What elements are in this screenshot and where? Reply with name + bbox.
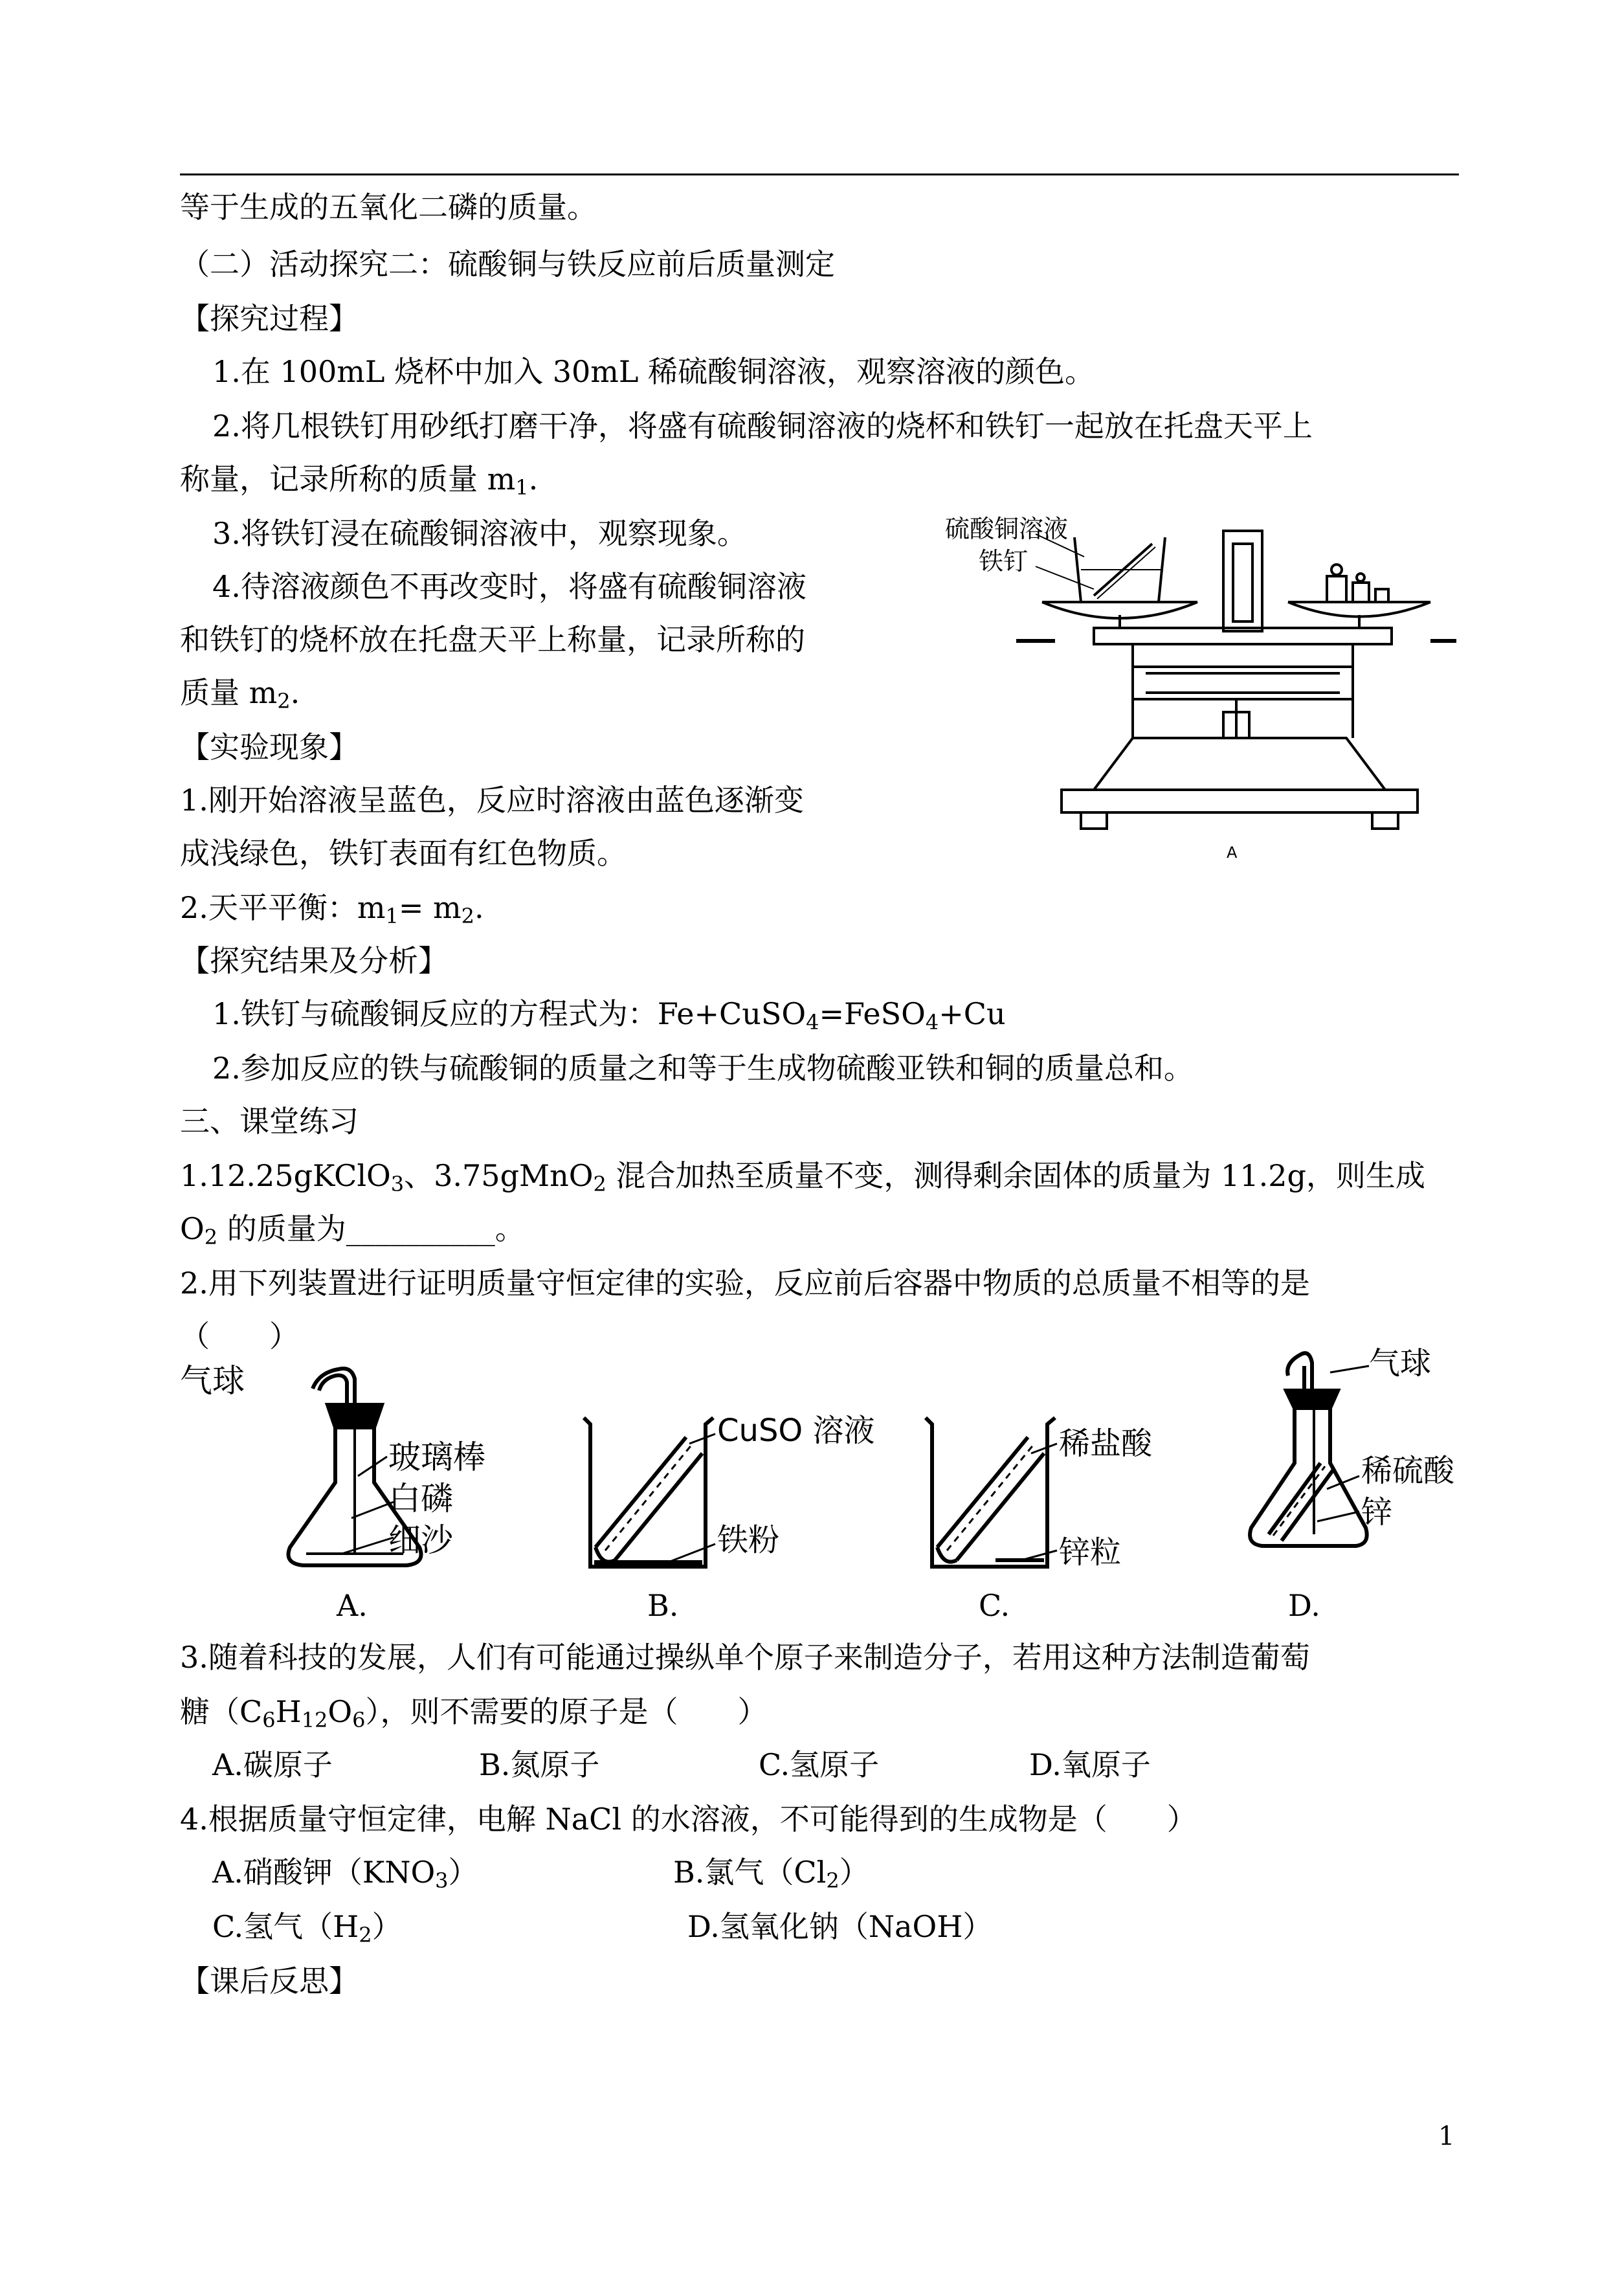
- figure-caption: A: [1227, 844, 1238, 862]
- text-line: 2.天平平衡：m1= m2.: [180, 890, 484, 928]
- text-line: 称量，记录所称的质量 m1.: [180, 462, 539, 500]
- label-balloon: 气球: [180, 1362, 245, 1400]
- page-number: 1: [1438, 2121, 1455, 2151]
- text-line: 1.刚开始溶液呈蓝色，反应时溶液由蓝色逐渐变: [180, 783, 804, 818]
- option-a: A.碳原子: [212, 1747, 333, 1782]
- label-fine-sand: 细沙: [388, 1521, 453, 1559]
- option-c: C.氢原子: [759, 1747, 880, 1782]
- option-b: B.氯气（Cl2）: [673, 1855, 869, 1893]
- section-heading: （二）活动探究二：硫酸铜与铁反应前后质量测定: [180, 247, 835, 282]
- label-balloon-d: 气球: [1369, 1345, 1432, 1381]
- question-1: 1.12.25gKClO3、3.75gMnO2 混合加热至质量不变，测得剩余固体的质量为 11.2g，则生成: [180, 1158, 1425, 1196]
- option-c: C.氢气（H2）: [212, 1909, 402, 1947]
- label-copper-sulfate-solution: 硫酸铜溶液: [945, 515, 1069, 543]
- label-white-phosphorus: 白磷: [388, 1480, 453, 1517]
- question-3: 3.随着科技的发展，人们有可能通过操纵单个原子来制造分子，若用这种方法制造葡萄: [180, 1640, 1310, 1675]
- text-line: 3.将铁钉浸在硫酸铜溶液中，观察现象。: [212, 516, 747, 551]
- option-d: D.氧原子: [1029, 1747, 1151, 1782]
- text-line: 等于生成的五氧化二磷的质量。: [180, 190, 597, 225]
- label-zinc: 锌: [1361, 1494, 1393, 1530]
- caption-b: B.: [647, 1588, 679, 1623]
- label-zinc-granules: 锌粒: [1059, 1534, 1122, 1571]
- label-iron-nail: 铁钉: [979, 547, 1029, 576]
- text-line: 1.铁钉与硫酸铜反应的方程式为：Fe+CuSO4=FeSO4+Cu: [212, 996, 1006, 1035]
- option-b: B.氮原子: [479, 1747, 600, 1782]
- section-heading: 三、课堂练习: [180, 1104, 359, 1139]
- caption-d: D.: [1288, 1588, 1320, 1623]
- text-line: 1.在 100mL 烧杯中加入 30mL 稀硫酸铜溶液，观察溶液的颜色。: [212, 354, 1095, 389]
- option-d: D.氢氧化钠（NaOH）: [687, 1909, 993, 1944]
- label-dilute-h2so4: 稀硫酸: [1361, 1453, 1455, 1489]
- caption-c: C.: [979, 1588, 1010, 1623]
- apparatus-d: [1233, 1340, 1460, 1567]
- bracket-heading: 【探究结果及分析】: [180, 943, 448, 978]
- option-a: A.硝酸钾（KNO3）: [212, 1855, 478, 1893]
- text-line: 4.待溶液颜色不再改变时，将盛有硫酸铜溶液: [212, 569, 806, 604]
- text-line: O2 的质量为__________。: [180, 1211, 525, 1249]
- label-iron-powder: 铁粉: [717, 1522, 780, 1558]
- text-line: 2.参加反应的铁与硫酸铜的质量之和等于生成物硫酸亚铁和铜的质量总和。: [212, 1051, 1194, 1086]
- apparatus-c: [918, 1405, 1261, 1580]
- text-line: 质量 m2.: [180, 675, 300, 713]
- question-4: 4.根据质量守恒定律，电解 NaCl 的水溶液，不可能得到的生成物是（ ）: [180, 1802, 1197, 1837]
- header-rule: [180, 173, 1459, 175]
- label-glass-rod: 玻璃棒: [388, 1438, 485, 1476]
- text-line: 糖（C6H12O6），则不需要的原子是（ ）: [180, 1694, 768, 1732]
- answer-bracket: （ ）: [180, 1319, 299, 1354]
- bracket-heading: 【实验现象】: [180, 730, 359, 765]
- bracket-heading: 【课后反思】: [180, 1963, 359, 1998]
- label-dilute-hcl: 稀盐酸: [1059, 1426, 1153, 1462]
- text-line: 2.将几根铁钉用砂纸打磨干净，将盛有硫酸铜溶液的烧杯和铁钉一起放在托盘天平上: [212, 408, 1313, 443]
- text-line: 成浅绿色，铁钉表面有红色物质。: [180, 836, 627, 871]
- bracket-heading: 【探究过程】: [180, 301, 359, 336]
- caption-a: A.: [337, 1588, 368, 1623]
- balance-figure: [939, 505, 1456, 867]
- apparatus-a: [180, 1359, 542, 1580]
- label-cuso-solution: CuSO 溶液: [717, 1413, 875, 1449]
- question-2: 2.用下列装置进行证明质量守恒定律的实验，反应前后容器中物质的总质量不相等的是: [180, 1266, 1310, 1301]
- text-line: 和铁钉的烧杯放在托盘天平上称量，记录所称的: [180, 622, 805, 657]
- apparatus-b: [576, 1405, 939, 1580]
